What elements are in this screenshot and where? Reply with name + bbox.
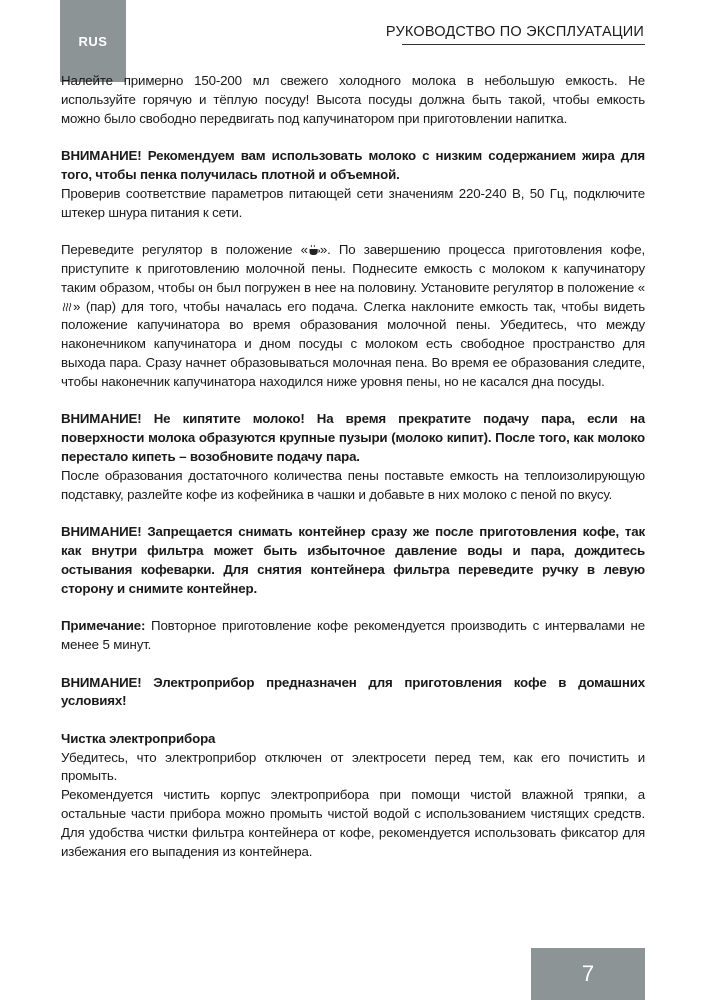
note-paragraph <box>61 617 645 655</box>
cleaning-title: Чистка электроприбора <box>61 730 216 746</box>
fat-warning-block <box>61 147 645 222</box>
fat-warning: ВНИМАНИЕ! Рекомендуем вам использовать молоко с низким содержанием жира для того, чтобы пенка получилась плотной и объемной. <box>61 148 645 182</box>
steam-icon <box>61 301 73 313</box>
manual-content <box>61 72 645 880</box>
power-check-text: Проверив соответствие параметров питающей сети значениям 220-240 В, 50 Гц, подключите штекер шнура питания к сети. <box>61 185 645 220</box>
header-divider <box>402 44 645 45</box>
page-number: 7 <box>531 948 645 1000</box>
note-label: Примечание: <box>61 618 146 634</box>
regulator-paragraph <box>61 241 645 391</box>
cleaning-section <box>61 730 645 862</box>
note-text: Повторное приготовление кофе рекомендуется производить с интервалами не менее 5 минут. <box>61 618 645 652</box>
home-use-warning: ВНИМАНИЕ! Электроприбор предназначен для приготовления кофе в домашних условиях! <box>61 674 645 709</box>
foam-text: После образования достаточного количества пены поставьте емкость на теплоизолирующую подставку, разлейте кофе из кофейника в чашки и добавьте в них молоко с пеной по вкусу. <box>61 467 645 502</box>
page-header-title: РУКОВОДСТВО ПО ЭКСПЛУАТАЦИИ <box>385 24 644 40</box>
container-warning-block <box>61 523 645 598</box>
home-use-warning-block <box>61 674 645 712</box>
cleaning-text-2: Рекомендуется чистить корпус электроприбора при помощи чистой влажной тряпки, а остальные части прибора можно промыть чистой водой с использованием чистящих средств. Для удобства чистки фильтра контейнера от кофе, рекомендуется использовать фиксатор для избежания его выпадения из контейнера. <box>61 787 645 859</box>
regulator-text-b: ». По завершению процесса приготовления кофе, приступите к приготовлению молочной пены. Поднесите емкость с молоком к капучинатору таким образом, чтобы он был погружен в нее на половину. Установите регулятор в положение « <box>61 242 645 295</box>
regulator-text-a: Переведите регулятор в положение « <box>61 242 308 258</box>
regulator-text-c: » (пар) для того, чтобы началась его подача. Слегка наклоните емкость так, чтобы видеть положение капучинатора во время образования молочной пены. Убедитесь, что между наконечником капучинатора и дном посуды с молоком есть свободное пространство для выхода пара. Сразу начнет образовываться молочная пена. Во время ее образования следите, чтобы наконечник капучинатора находился ниже уровня пены, но не касался дна посуды. <box>61 298 645 389</box>
coffee-cup-icon <box>308 244 320 256</box>
boil-warning: ВНИМАНИЕ! Не кипятите молоко! На время прекратите подачу пара, если на поверхности молока образуются крупные пузыри (молоко кипит). После того, как молоко перестало кипеть – возобновите подачу пара. <box>61 411 645 464</box>
boil-warning-block <box>61 410 645 504</box>
milk-paragraph: Налейте примерно 150-200 мл свежего холодного молока в небольшую емкость. Не используйте горячую и тёплую посуду! Высота посуды должна быть такой, чтобы емкость можно было свободно передвигать под капучинатором при приготовлении напитка. <box>61 73 645 126</box>
container-warning: ВНИМАНИЕ! Запрещается снимать контейнер сразу же после приготовления кофе, так как внутри фильтра может быть избыточное давление воды и пара, дождитесь остывания кофеварки. Для снятия контейнера фильтра переведите ручку в левую сторону и снимите контейнер. <box>61 524 645 596</box>
cleaning-text-1: Убедитесь, что электроприбор отключен от электросети перед тем, как его почистить и промыть. <box>61 749 645 784</box>
language-label: RUS <box>78 33 108 49</box>
language-tab <box>60 0 126 82</box>
